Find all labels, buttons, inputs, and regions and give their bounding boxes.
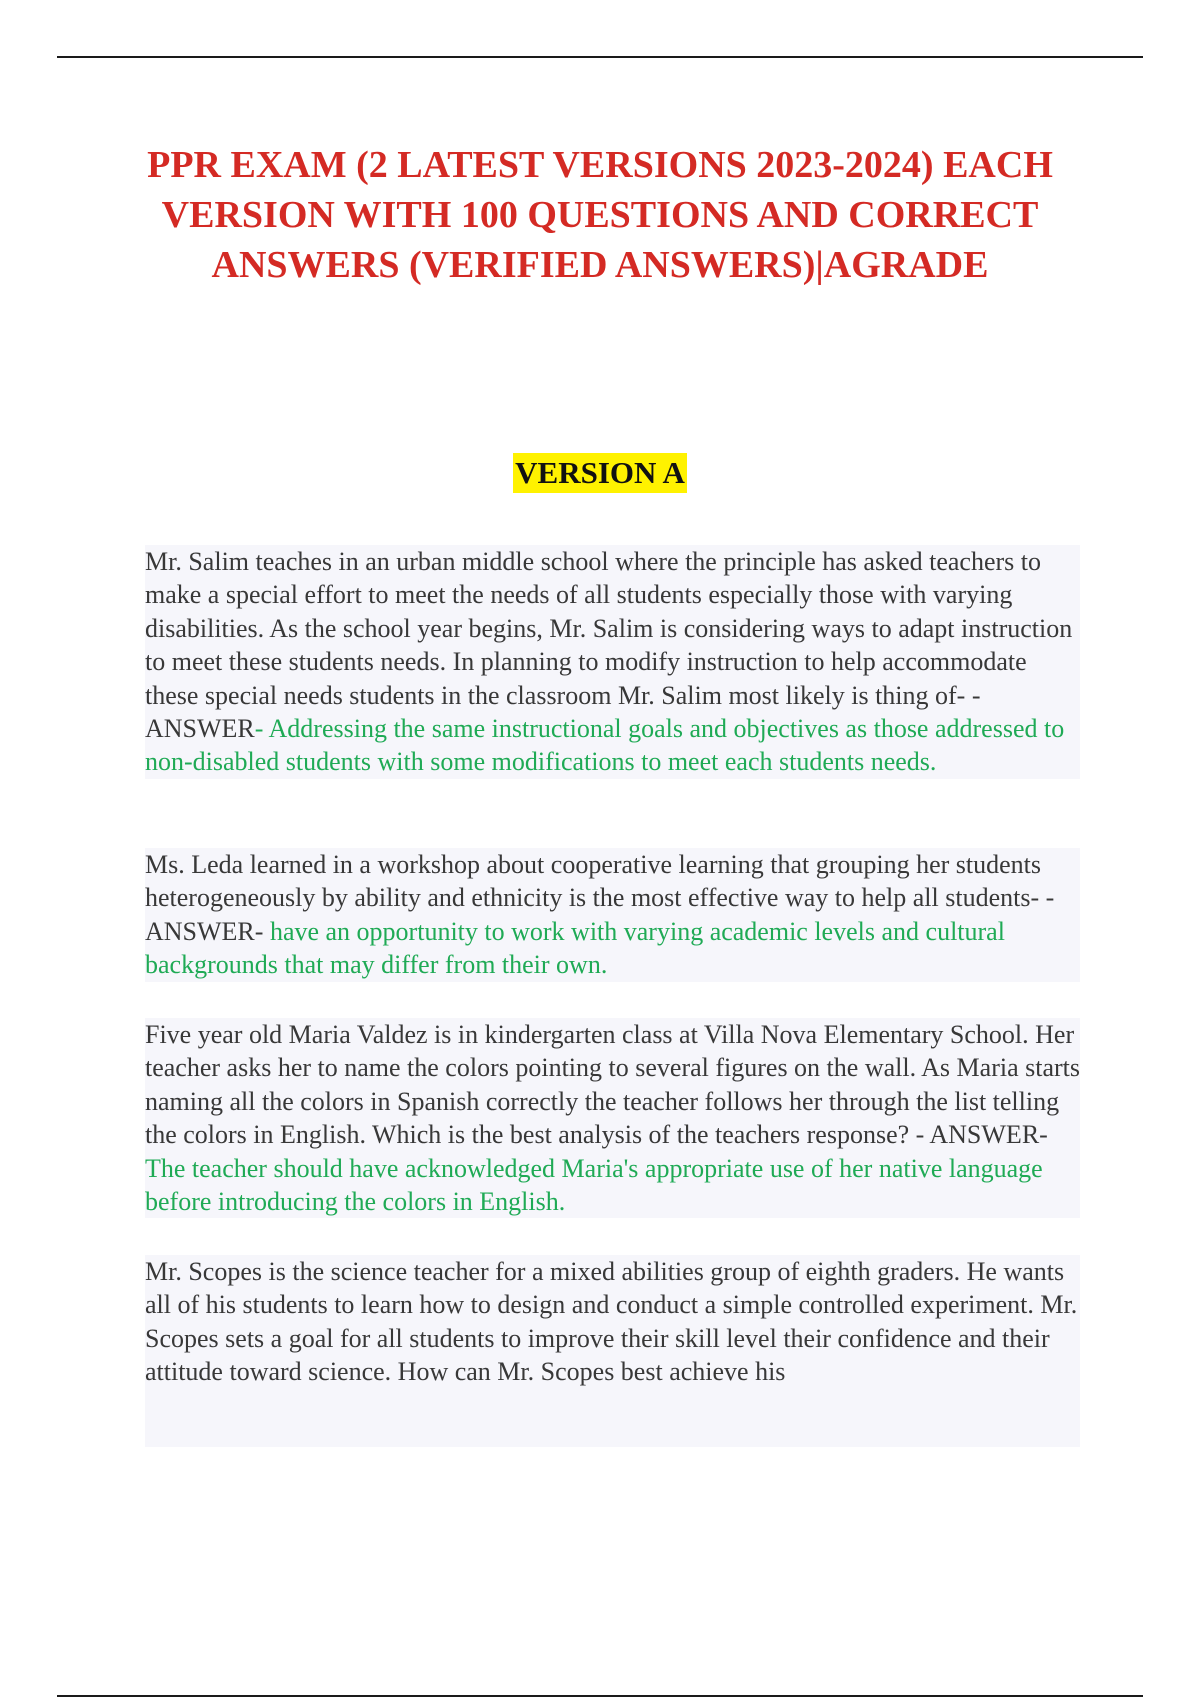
question-text: Five year old Maria Valdez is in kindergarten class at Villa Nova Elementary School. Her teacher asks her to name the colors pointing to several figures on the wall. As Maria starts naming all the colors in Spanish correctly the teacher follows her through the list telling the colors in English. Which is the best analysis of the teachers response? - ANSWER- [145, 1020, 1081, 1150]
document-title: PPR EXAM (2 LATEST VERSIONS 2023-2024) EACH VERSION WITH 100 QUESTIONS AND CORRECT ANSWERS (VERIFIED ANSWERS)|AGRADE [147, 144, 1053, 286]
bottom-rule [57, 1695, 1143, 1697]
question-text: Ms. Leda learned in a workshop about cooperative learning that grouping her students heterogeneously by ability and ethnicity is the most effective way to help all students- - ANSWER- [145, 850, 1055, 946]
question-text: Mr. Salim teaches in an urban middle school where the principle has asked teachers to make a special effort to meet the needs of all students especially those with varying disabilities. As the school year begins, Mr. Salim is considering ways to adapt instruction to meet these students needs. In planning to modify instruction to help accommodate these special needs students in the classroom Mr. Salim most likely is thing of- - ANSWER [145, 547, 1073, 744]
top-rule [57, 56, 1143, 58]
question-block-4 [145, 1255, 1080, 1447]
question-block-1 [145, 545, 1080, 779]
question-block-3 [145, 1018, 1080, 1218]
answer-text: The teacher should have acknowledged Maria's appropriate use of her native language before introducing the colors in English. [145, 1153, 1043, 1217]
question-block-2 [145, 848, 1080, 982]
version-heading [0, 453, 1200, 493]
version-label: VERSION A [513, 453, 687, 493]
answer-text: - Addressing the same instructional goals and objectives as those addressed to non-disabled students with some modifications to meet each students needs. [145, 714, 1065, 777]
question-text: Mr. Scopes is the science teacher for a mixed abilities group of eighth graders. He wants all of his students to learn how to design and conduct a simple controlled experiment. Mr. Scopes sets a goal for all students to improve their skill level their confidence and their attitude toward science. How can Mr. Scopes best achieve his [145, 1257, 1078, 1387]
answer-text: have an opportunity to work with varying academic levels and cultural backgrounds that may differ from their own. [145, 916, 1005, 980]
